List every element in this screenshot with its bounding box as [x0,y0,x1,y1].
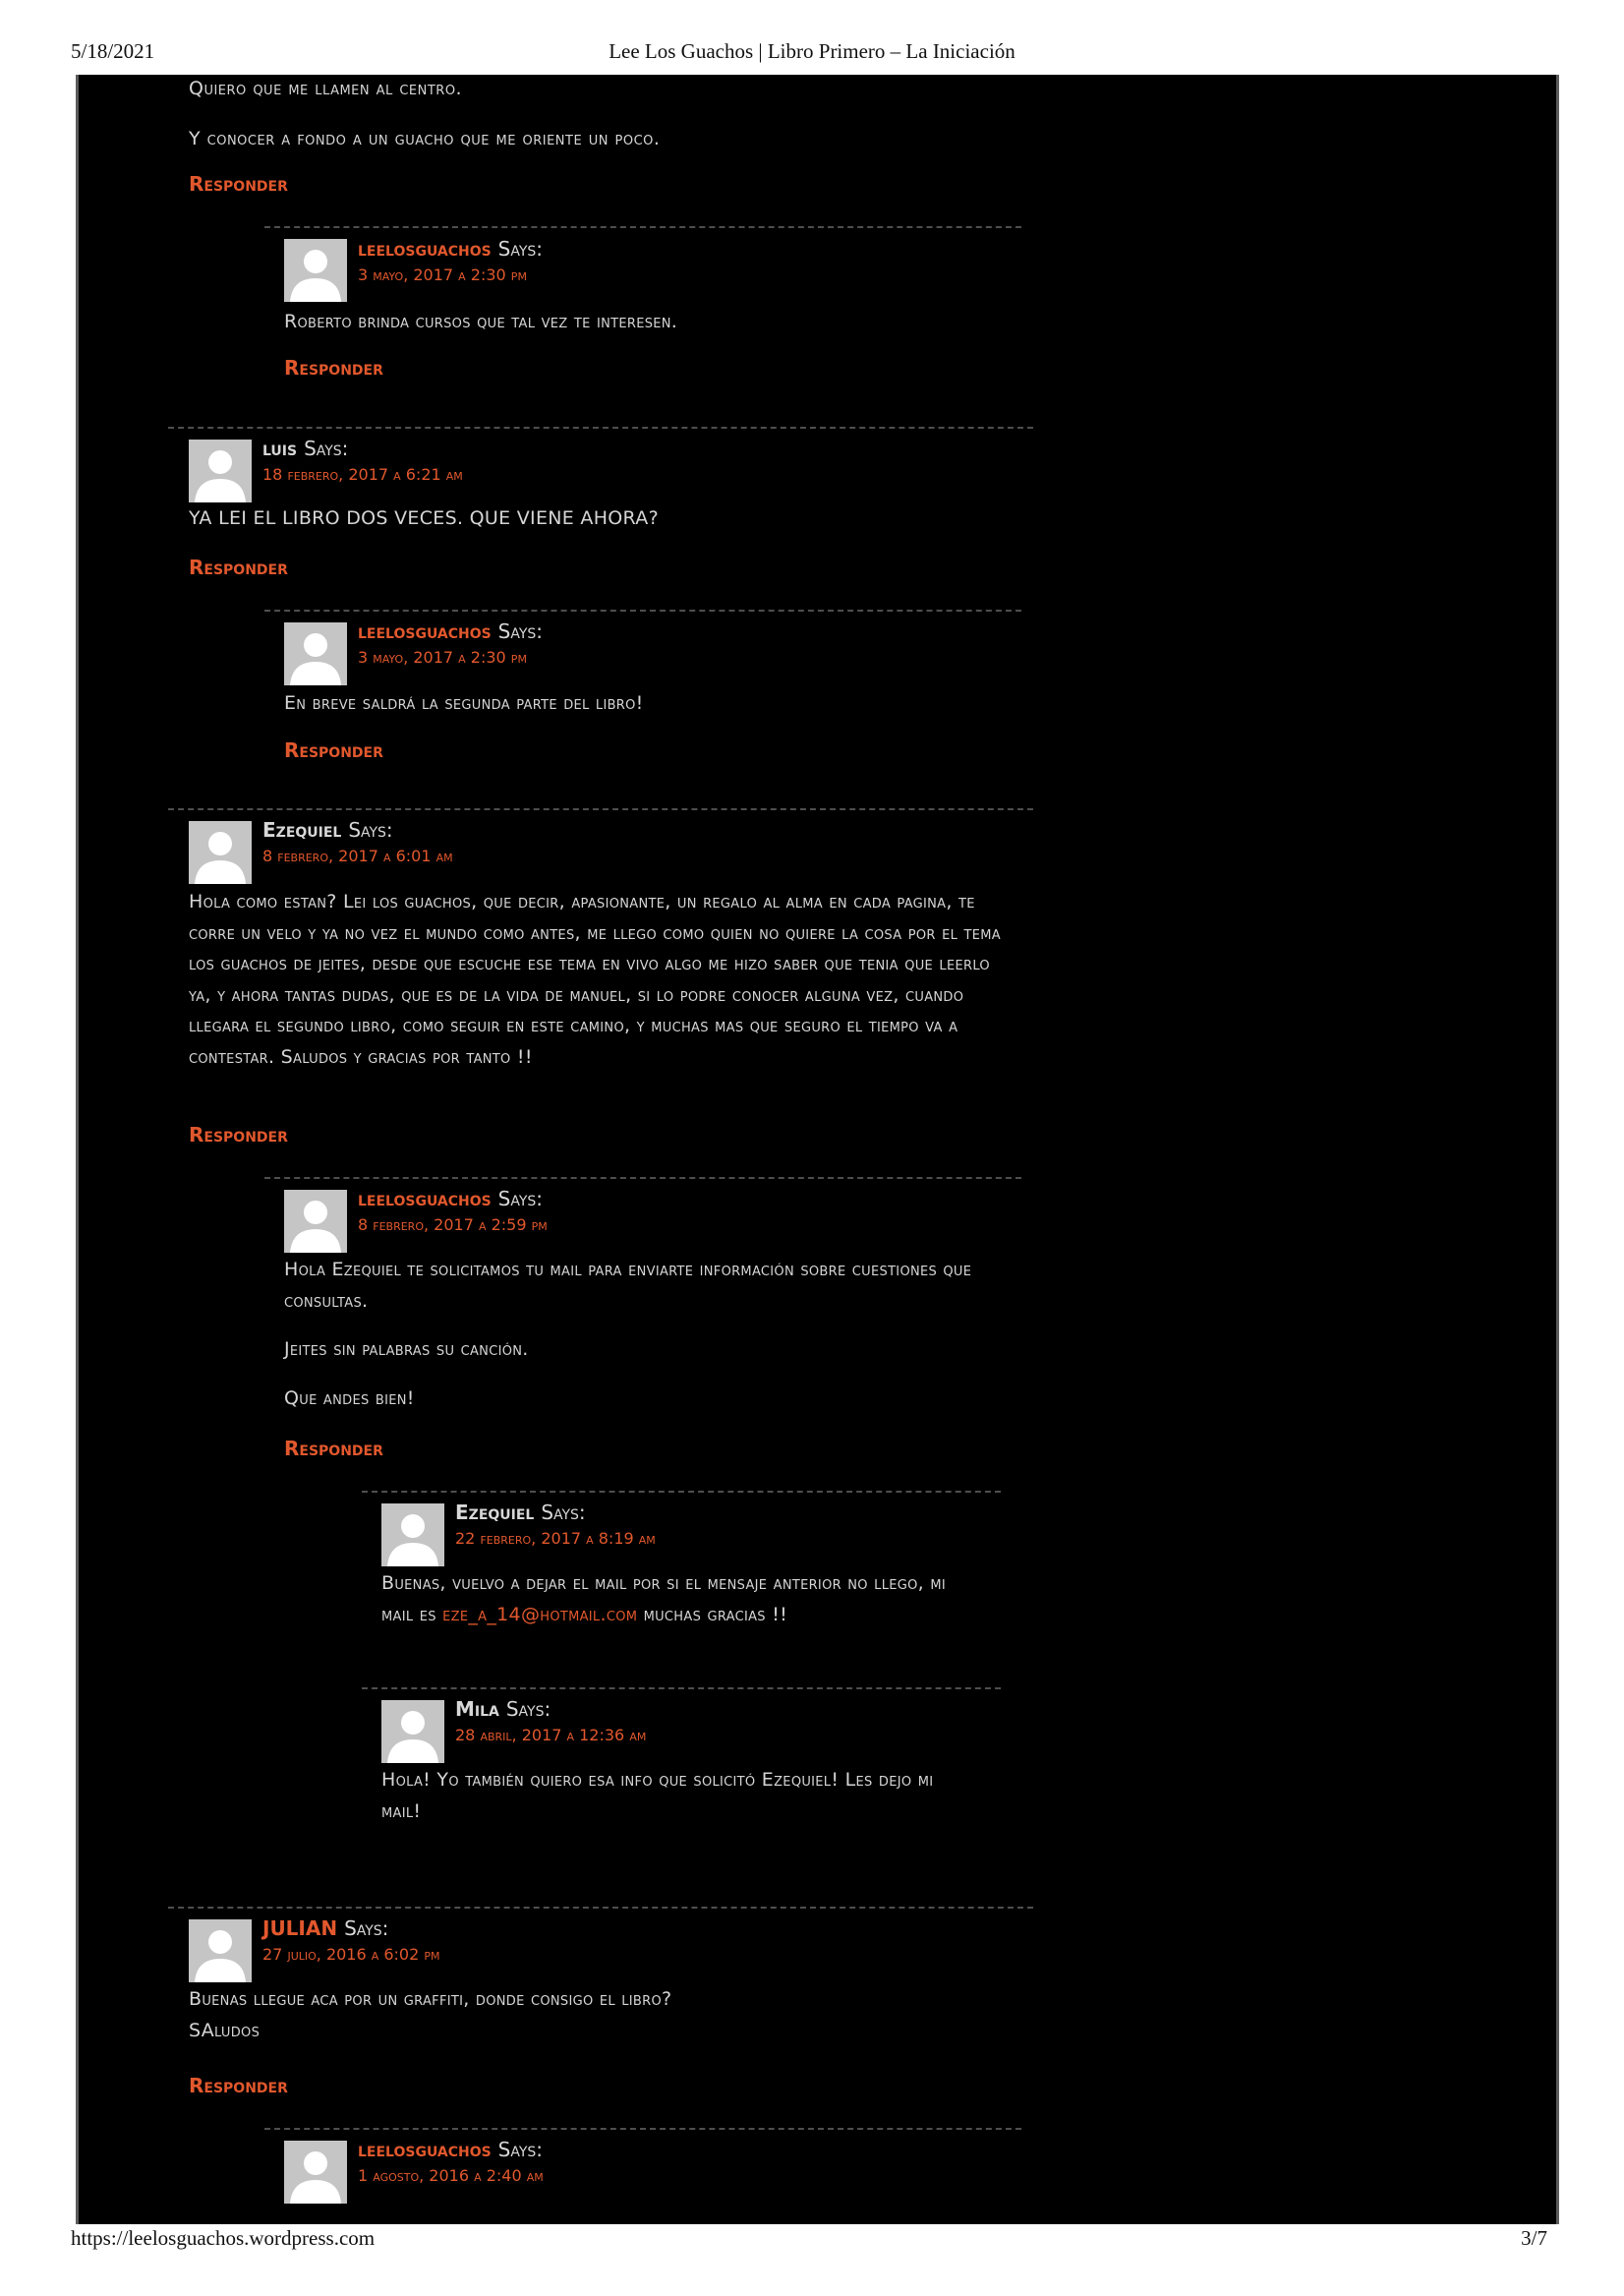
avatar [189,440,252,502]
author-link[interactable]: leelosguachos [358,2138,492,2161]
print-page-number: 3/7 [1521,2226,1547,2250]
default-avatar-icon [284,1190,347,1253]
comment-author: leelosguachos Says: [358,1187,544,1210]
default-avatar-icon [381,1503,444,1566]
comment-text: Buenas llegue aca por un graffiti, donde consigo el libro? SAludos [189,1988,672,2041]
avatar [284,1190,347,1253]
default-avatar-icon [284,239,347,302]
author-link[interactable]: leelosguachos [358,1187,492,1210]
comment-text: YA LEI EL LIBRO DOS VECES. QUE VIENE AHORA? [189,507,659,529]
avatar [284,622,347,685]
comment-date-link[interactable]: 3 mayo, 2017 a 2:30 pm [358,648,527,667]
default-avatar-icon [284,622,347,685]
comment-author: luis Says: [262,437,349,460]
default-avatar-icon [189,821,252,884]
comment-text: Hola como estan? Lei los guachos, que decir, apasionante, un regalo al alma en cada pagina, te corre un velo y ya no vez el mundo como antes, me llego como quien no quiere la cosa por el tema los guachos de jeites, desde que escuche ese tema en vivo algo me hizo saber que tenia que leerlo ya, y ahora tantas dudas, que es de la vida de manuel, si lo podre conocer alguna vez, cuando llegara el segundo libro, como seguir en este camino, y muchas mas que seguro el tiempo va a contestar. Saludos y gracias por tanto !! [189,891,1001,1068]
comment-date-link[interactable]: 28 abril, 2017 a 12:36 am [455,1726,647,1744]
comment-date-link[interactable]: 27 julio, 2016 a 6:02 pm [262,1945,440,1964]
print-url: https://leelosguachos.wordpress.com [71,2226,376,2250]
avatar [381,1700,444,1763]
comment-author: leelosguachos Says: [358,237,544,261]
comment-author: Mila Says: [455,1697,551,1721]
author-link[interactable]: leelosguachos [358,237,492,261]
comment-divider [168,1907,1033,1909]
default-avatar-icon [284,2141,347,2204]
comment-date-link[interactable]: 8 febrero, 2017 a 2:59 pm [358,1215,548,1234]
comment-divider [362,1687,1001,1689]
reply-link[interactable]: Responder [284,356,383,380]
comment-author: Ezequiel Says: [262,818,393,842]
author-link[interactable]: leelosguachos [358,619,492,643]
comment-date-link[interactable]: 1 agosto, 2016 a 2:40 am [358,2166,544,2185]
default-avatar-icon [189,1919,252,1982]
default-avatar-icon [189,440,252,502]
comment-text: Hola! Yo también quiero esa info que solicitó Ezequiel! Les dejo mi mail! [381,1769,934,1822]
comment-author: Ezequiel Says: [455,1501,586,1524]
reply-link[interactable]: Responder [284,1437,383,1460]
comment-text-line: Quiero que me llamen al centro. [189,78,463,99]
default-avatar-icon [381,1700,444,1763]
reply-link[interactable]: Responder [189,172,288,196]
reply-link[interactable]: Responder [189,556,288,579]
comment-divider [168,808,1033,810]
avatar [189,1919,252,1982]
comment-text-line: Y conocer a fondo a un guacho que me oriente un poco. [189,128,661,149]
comment-author: JULIAN Says: [262,1916,389,1940]
avatar [284,239,347,302]
comment-date-link[interactable]: 8 febrero, 2017 a 6:01 am [262,847,453,865]
avatar [189,821,252,884]
comment-author: leelosguachos Says: [358,2138,544,2161]
comment-author: leelosguachos Says: [358,619,544,643]
comment-divider [362,1491,1001,1493]
comment-date-link[interactable]: 3 mayo, 2017 a 2:30 pm [358,265,527,284]
avatar [381,1503,444,1566]
author-link[interactable]: JULIAN [262,1916,338,1940]
comment-divider [168,427,1033,429]
comment-date-link[interactable]: 18 febrero, 2017 a 6:21 am [262,465,463,484]
reply-link[interactable]: Responder [189,2074,288,2097]
comment-divider [264,1177,1021,1179]
comment-text: Roberto brinda cursos que tal vez te interesen. [284,311,678,332]
email-link[interactable]: eze_a_14@hotmail.com [442,1603,638,1625]
comments-section [76,75,1559,2224]
comment-text: Buenas, vuelvo a dejar el mail por si el mensaje anterior no llego, mi mail es eze_a_14@hotmail.com muchas gracias !! [381,1572,947,1625]
comment-divider [264,226,1021,228]
reply-link[interactable]: Responder [189,1123,288,1147]
comment-date-link[interactable]: 22 febrero, 2017 a 8:19 am [455,1529,656,1548]
print-date: 5/18/2021 [71,39,155,63]
comment-text: Hola Ezequiel te solicitamos tu mail para enviarte información sobre cuestiones que consultas. Jeites sin palabras su canción. Que andes bien! [284,1259,972,1409]
comment-text: En breve saldrá la segunda parte del libro! [284,692,644,714]
print-page-title: Lee Los Guachos | Libro Primero – La Iniciación [609,39,1015,63]
avatar [284,2141,347,2204]
comment-divider [264,2128,1021,2130]
reply-link[interactable]: Responder [284,738,383,762]
comment-divider [264,610,1021,612]
